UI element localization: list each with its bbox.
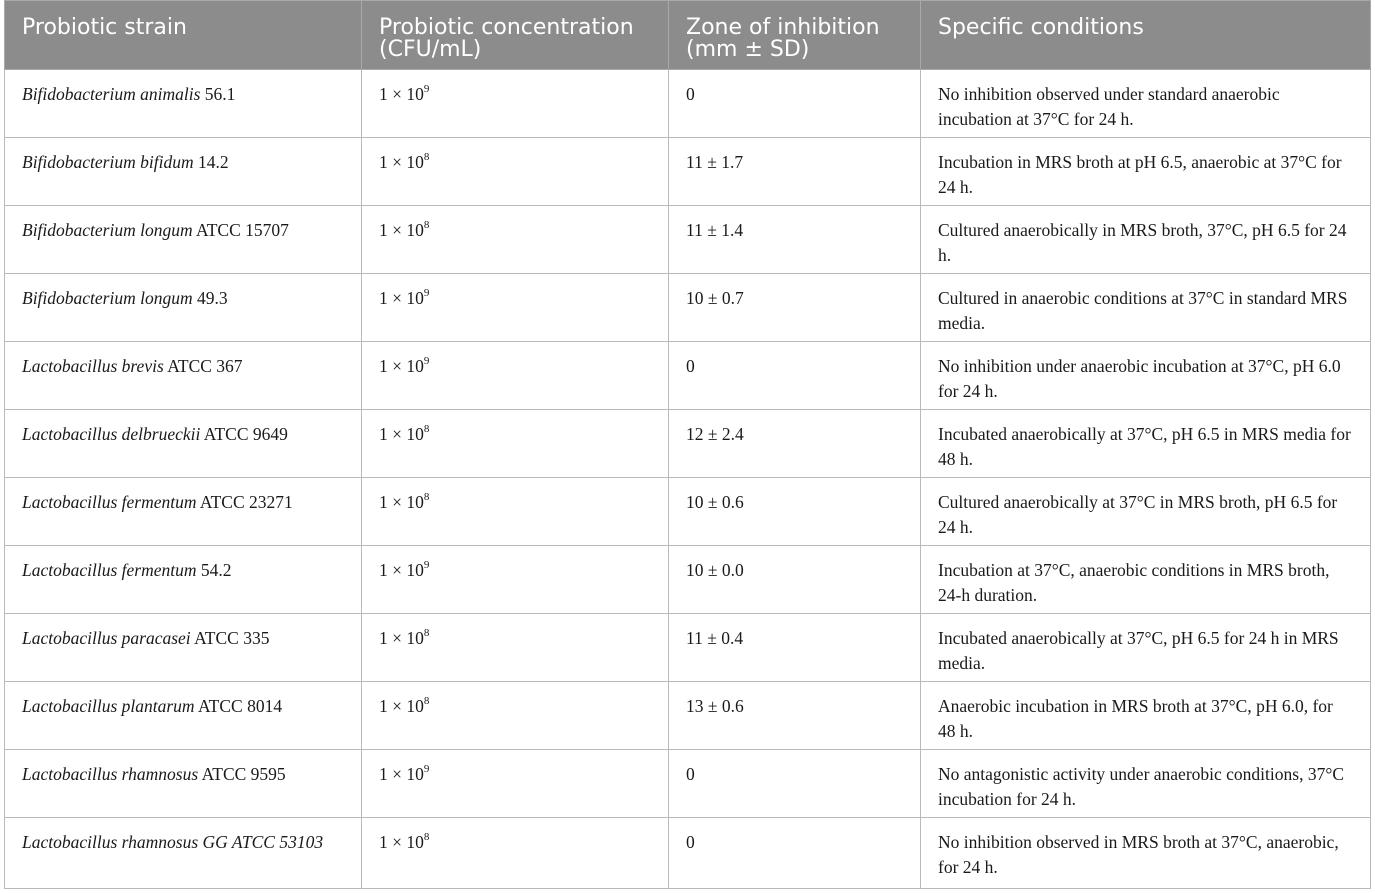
column-header-strain: Probiotic strain: [5, 1, 362, 70]
table-row: [5, 70, 1371, 138]
table-row: [5, 546, 1371, 614]
cell-zone: 0: [669, 818, 921, 889]
results-table-container: [4, 0, 1370, 889]
concentration-base: 1 × 10: [379, 696, 424, 716]
cell-strain: [5, 206, 362, 274]
concentration-exponent: 8: [423, 423, 430, 436]
strain-name: Bifidobacterium animalis: [22, 84, 201, 104]
cell-zone: 10 ± 0.7: [669, 274, 921, 342]
cell-strain: [5, 546, 362, 614]
strain-id: ATCC 9595: [198, 764, 286, 784]
cell-concentration: [362, 274, 669, 342]
table-row: [5, 750, 1371, 818]
strain-id: ATCC 335: [190, 628, 270, 648]
cell-concentration: [362, 750, 669, 818]
cell-zone: 11 ± 1.4: [669, 206, 921, 274]
cell-strain: [5, 750, 362, 818]
strain-id: ATCC 15707: [192, 220, 289, 240]
concentration-base: 1 × 10: [379, 288, 424, 308]
cell-strain: [5, 682, 362, 750]
cell-conditions: Incubated anaerobically at 37°C, pH 6.5 in MRS media for 48 h.: [921, 410, 1371, 478]
column-header-conditions: Specific conditions: [921, 1, 1371, 70]
table-row: [5, 818, 1371, 889]
strain-name: Bifidobacterium bifidum: [22, 152, 194, 172]
table-row: [5, 342, 1371, 410]
strain-id: 49.3: [192, 288, 228, 308]
cell-concentration: [362, 206, 669, 274]
cell-conditions: No inhibition observed in MRS broth at 37°C, anaerobic, for 24 h.: [921, 818, 1371, 889]
concentration-exponent: 9: [423, 559, 430, 572]
cell-conditions: No inhibition under anaerobic incubation at 37°C, pH 6.0 for 24 h.: [921, 342, 1371, 410]
strain-id: GG ATCC 53103: [198, 832, 324, 852]
concentration-base: 1 × 10: [379, 220, 424, 240]
strain-name: Lactobacillus rhamnosus: [22, 764, 199, 784]
table-row: [5, 478, 1371, 546]
cell-strain: [5, 274, 362, 342]
strain-name: Lactobacillus fermentum: [22, 560, 197, 580]
table-row: [5, 682, 1371, 750]
concentration-base: 1 × 10: [379, 152, 424, 172]
strain-id: 56.1: [200, 84, 236, 104]
cell-conditions: Incubated anaerobically at 37°C, pH 6.5 for 24 h in MRS media.: [921, 614, 1371, 682]
concentration-exponent: 8: [423, 831, 430, 844]
concentration-base: 1 × 10: [379, 764, 424, 784]
cell-concentration: [362, 410, 669, 478]
cell-zone: 0: [669, 70, 921, 138]
concentration-base: 1 × 10: [379, 424, 424, 444]
strain-name: Lactobacillus fermentum: [22, 492, 197, 512]
cell-strain: [5, 614, 362, 682]
cell-concentration: [362, 478, 669, 546]
table-row: [5, 206, 1371, 274]
table-row: [5, 410, 1371, 478]
cell-conditions: Incubation at 37°C, anaerobic conditions in MRS broth, 24-h duration.: [921, 546, 1371, 614]
strain-name: Bifidobacterium longum: [22, 220, 193, 240]
cell-concentration: [362, 682, 669, 750]
cell-strain: [5, 70, 362, 138]
cell-concentration: [362, 342, 669, 410]
cell-zone: 10 ± 0.6: [669, 478, 921, 546]
cell-zone: 0: [669, 342, 921, 410]
concentration-base: 1 × 10: [379, 492, 424, 512]
column-header-concentration: Probiotic concentration (CFU/mL): [362, 1, 669, 70]
concentration-exponent: 9: [423, 287, 430, 300]
strain-name: Lactobacillus rhamnosus: [22, 832, 199, 852]
concentration-exponent: 9: [423, 83, 430, 96]
cell-conditions: Cultured anaerobically in MRS broth, 37°C, pH 6.5 for 24 h.: [921, 206, 1371, 274]
cell-conditions: Cultured in anaerobic conditions at 37°C in standard MRS media.: [921, 274, 1371, 342]
cell-strain: [5, 138, 362, 206]
strain-name: Lactobacillus paracasei: [22, 628, 191, 648]
concentration-base: 1 × 10: [379, 84, 424, 104]
cell-strain: [5, 478, 362, 546]
concentration-base: 1 × 10: [379, 356, 424, 376]
cell-conditions: Incubation in MRS broth at pH 6.5, anaerobic at 37°C for 24 h.: [921, 138, 1371, 206]
probiotic-inhibition-table: [4, 0, 1371, 889]
strain-id: ATCC 23271: [196, 492, 293, 512]
strain-id: ATCC 8014: [194, 696, 283, 716]
strain-name: Lactobacillus brevis: [22, 356, 164, 376]
strain-name: Bifidobacterium longum: [22, 288, 193, 308]
cell-concentration: [362, 818, 669, 889]
table-row: [5, 138, 1371, 206]
concentration-exponent: 9: [423, 763, 430, 776]
cell-concentration: [362, 70, 669, 138]
concentration-exponent: 8: [423, 695, 430, 708]
cell-conditions: No inhibition observed under standard anaerobic incubation at 37°C for 24 h.: [921, 70, 1371, 138]
strain-id: 14.2: [193, 152, 229, 172]
cell-zone: 11 ± 0.4: [669, 614, 921, 682]
cell-zone: 12 ± 2.4: [669, 410, 921, 478]
strain-id: ATCC 9649: [200, 424, 288, 444]
strain-id: 54.2: [196, 560, 232, 580]
concentration-exponent: 8: [423, 219, 430, 232]
table-row: [5, 614, 1371, 682]
cell-zone: 0: [669, 750, 921, 818]
concentration-exponent: 8: [423, 151, 430, 164]
cell-concentration: [362, 614, 669, 682]
strain-id: ATCC 367: [163, 356, 243, 376]
cell-conditions: No antagonistic activity under anaerobic conditions, 37°C incubation for 24 h.: [921, 750, 1371, 818]
cell-zone: 13 ± 0.6: [669, 682, 921, 750]
concentration-exponent: 9: [423, 355, 430, 368]
concentration-base: 1 × 10: [379, 832, 424, 852]
strain-name: Lactobacillus plantarum: [22, 696, 195, 716]
concentration-exponent: 8: [423, 491, 430, 504]
cell-zone: 10 ± 0.0: [669, 546, 921, 614]
cell-strain: [5, 818, 362, 889]
cell-concentration: [362, 138, 669, 206]
table-row: [5, 274, 1371, 342]
cell-strain: [5, 342, 362, 410]
table-header-row: [5, 1, 1371, 70]
column-header-zone: Zone of inhibition (mm ± SD): [669, 1, 921, 70]
cell-strain: [5, 410, 362, 478]
cell-conditions: Cultured anaerobically at 37°C in MRS broth, pH 6.5 for 24 h.: [921, 478, 1371, 546]
concentration-base: 1 × 10: [379, 628, 424, 648]
strain-name: Lactobacillus delbrueckii: [22, 424, 201, 444]
cell-concentration: [362, 546, 669, 614]
cell-conditions: Anaerobic incubation in MRS broth at 37°C, pH 6.0, for 48 h.: [921, 682, 1371, 750]
concentration-base: 1 × 10: [379, 560, 424, 580]
concentration-exponent: 8: [423, 627, 430, 640]
cell-zone: 11 ± 1.7: [669, 138, 921, 206]
